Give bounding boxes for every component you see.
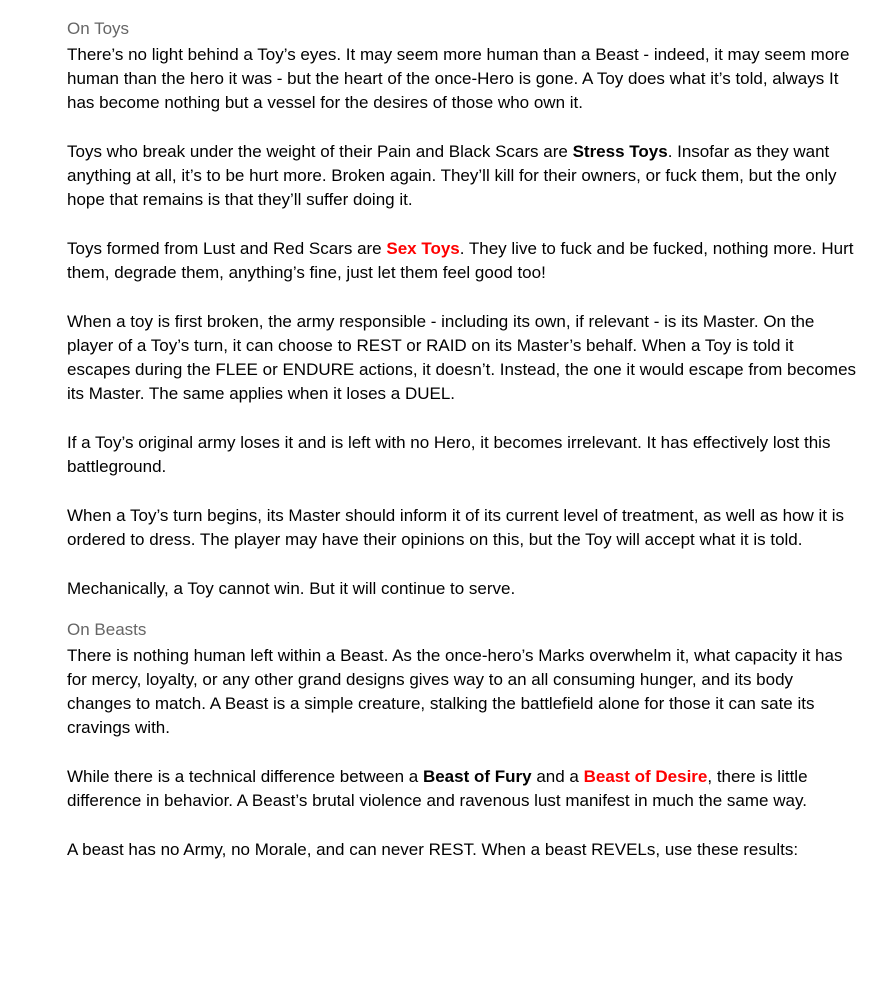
paragraph-beast-revel: A beast has no Army, no Morale, and can never REST. When a beast REVELs, use these results: xyxy=(67,839,799,859)
section-heading-toys: On Toys xyxy=(67,19,130,38)
term-stress-toys: Stress Toys xyxy=(572,142,668,161)
paragraph-text: , there is little difference in behavior. A Beast’s brutal violence and ravenous lust manifest in much the same way. xyxy=(67,767,808,811)
document-page xyxy=(67,18,857,886)
paragraph-beast-types xyxy=(67,765,857,813)
term-sex-toys: Sex Toys xyxy=(386,239,460,258)
paragraph-text: . They live to fuck and be fucked, nothing more. Hurt them, degrade them, anything’s fine, just let them feel good too! xyxy=(67,239,854,283)
paragraph-toy-mechanics: Mechanically, a Toy cannot win. But it will continue to serve. xyxy=(67,578,516,598)
paragraph-toy-intro: There’s no light behind a Toy’s eyes. It may seem more human than a Beast - indeed, it may seem more human than the hero it was - but the heart of the once-Hero is gone. A Toy does what it’s told, always It has become nothing but a vessel for the desires of those who own it. xyxy=(67,45,850,113)
paragraph-sex-toys xyxy=(67,237,857,285)
paragraph-stress-toys xyxy=(67,140,857,213)
paragraph-toy-irrelevant: If a Toy’s original army loses it and is left with no Hero, it becomes irrelevant. It has effectively lost this battleground. xyxy=(67,433,831,477)
paragraph-beast-intro: There is nothing human left within a Beast. As the once-hero’s Marks overwhelm it, what capacity it has for mercy, loyalty, or any other grand designs gives way to an all consuming hunger, and its body changes to match. A Beast is a simple creature, stalking the battlefield alone for those it can sate its cravings with. xyxy=(67,645,843,738)
term-beast-of-fury: Beast of Fury xyxy=(422,767,532,786)
paragraph-toy-turn: When a Toy’s turn begins, its Master should inform it of its current level of treatment, as well as how it is ordered to dress. The player may have their opinions on this, but the Toy will accept what it is told. xyxy=(67,505,844,549)
paragraph-text: and a xyxy=(531,767,584,786)
term-beast-of-desire: Beast of Desire xyxy=(583,767,708,786)
paragraph-text: . Insofar as they want anything at all, it’s to be hurt more. Broken again. They’ll kill for their owners, or fuck them, but the only hope that remains is that they’ll suffer doing it. xyxy=(67,142,837,210)
paragraph-toy-master: When a toy is first broken, the army responsible - including its own, if relevant - is its Master. On the player of a Toy’s turn, it can choose to REST or RAID on its Master’s behalf. When a Toy is told it escapes during the FLEE or ENDURE actions, it doesn’t. Instead, the one it would escape from becomes its Master. The same applies when it loses a DUEL. xyxy=(67,311,857,404)
paragraph-text: Toys who break under the weight of their Pain and Black Scars are xyxy=(67,142,573,161)
paragraph-text: Toys formed from Lust and Red Scars are xyxy=(67,239,387,258)
section-heading-beasts: On Beasts xyxy=(67,619,147,639)
paragraph-text: While there is a technical difference between a xyxy=(67,767,423,786)
